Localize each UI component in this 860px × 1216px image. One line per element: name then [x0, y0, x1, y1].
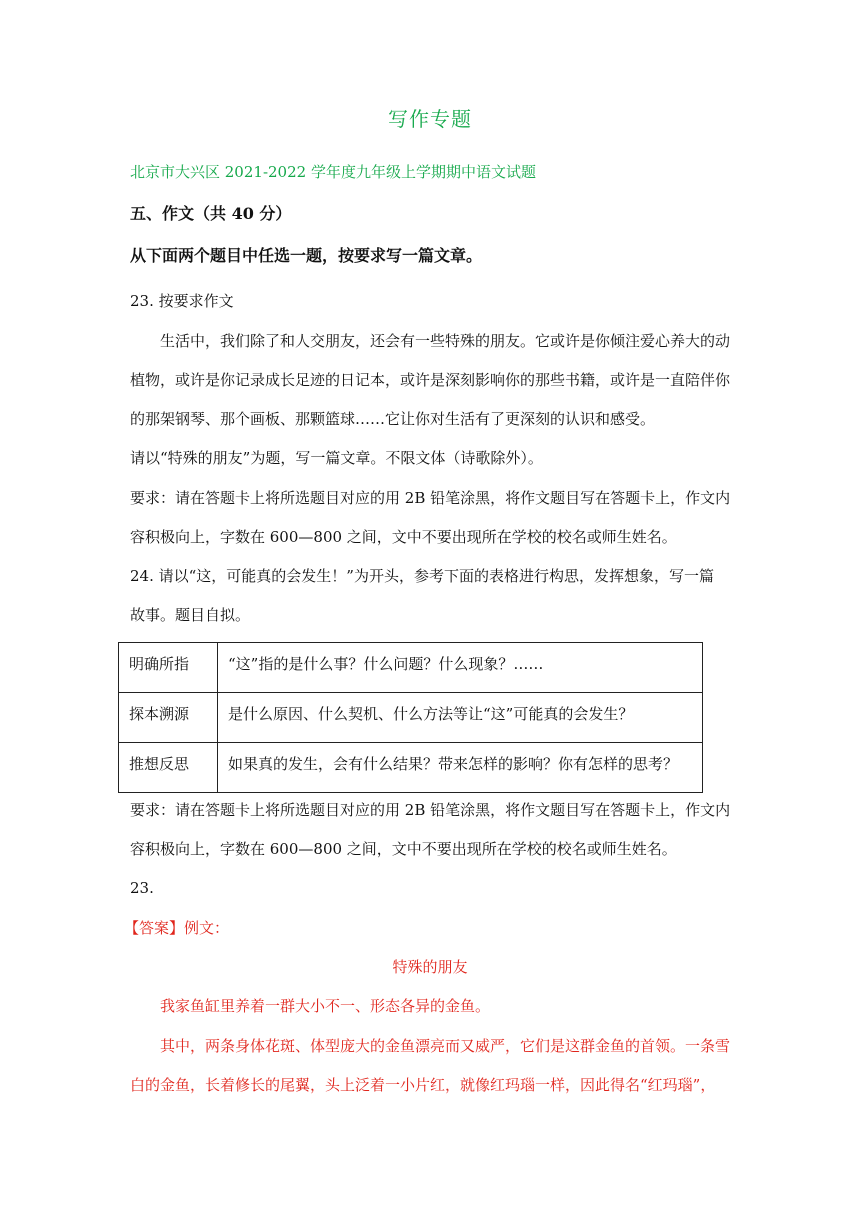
essay-line: 其中，两条身体花斑、体型庞大的金鱼漂亮而又威严，它们是这群金鱼的首领。一条雪: [160, 1037, 731, 1055]
table-row-text: 是什么原因、什么契机、什么方法等让“这”可能真的会发生？: [218, 693, 703, 743]
q24-requirement-line: 容积极向上，字数在 600—800 之间，文中不要出现所在学校的校名或师生姓名。: [130, 840, 677, 858]
q23-requirement-line: 容积极向上，字数在 600—800 之间，文中不要出现所在学校的校名或师生姓名。: [130, 528, 677, 546]
q23-paragraph-line: 植物，或许是你记录成长足迹的日记本，或许是深刻影响你的那些书籍，或许是一直陪伴你: [130, 371, 731, 389]
q23-requirement-line: 要求：请在答题卡上将所选题目对应的用 2B 铅笔涂黑，将作文题目写在答题卡上，作文内: [130, 489, 731, 507]
q24-requirement-line: 要求：请在答题卡上将所选题目对应的用 2B 铅笔涂黑，将作文题目写在答题卡上，作文内: [130, 801, 731, 819]
table-row: [119, 743, 703, 793]
q24-line: 24. 请以“这，可能真的会发生！”为开头，参考下面的表格进行构思，发挥想象，写一篇: [130, 567, 714, 585]
section-heading: 五、作文（共 40 分）: [130, 204, 292, 223]
table-row-label: 探本溯源: [119, 693, 218, 743]
instruction-line: 从下面两个题目中任选一题，按要求写一篇文章。: [130, 246, 483, 265]
table-row-text: “这”指的是什么事？什么问题？什么现象？……: [218, 643, 703, 693]
essay-title: 特殊的朋友: [392, 958, 468, 976]
table-row-text: 如果真的发生，会有什么结果？带来怎样的影响？你有怎样的思考？: [218, 743, 703, 793]
q23-task: 请以“特殊的朋友”为题，写一篇文章。不限文体（诗歌除外）。: [130, 449, 543, 467]
q24-line: 故事。题目自拟。: [130, 606, 251, 624]
essay-line: 白的金鱼，长着修长的尾翼，头上泛着一小片红，就像红玛瑙一样，因此得名“红玛瑙”，: [130, 1076, 716, 1094]
q24-prompt-table: [118, 642, 703, 793]
table-row: [119, 693, 703, 743]
table-row: [119, 643, 703, 693]
source-line: 北京市大兴区 2021-2022 学年度九年级上学期期中语文试题: [130, 163, 536, 181]
table-row-label: 推想反思: [119, 743, 218, 793]
table-row-label: 明确所指: [119, 643, 218, 693]
answer-label: 【答案】例文：: [124, 919, 230, 937]
q23-paragraph-line: 生活中，我们除了和人交朋友，还会有一些特殊的朋友。它或许是你倾注爱心养大的动: [160, 332, 731, 350]
page-title: 写作专题: [388, 107, 472, 131]
q23-paragraph-line: 的那架钢琴、那个画板、那颗篮球……它让你对生活有了更深刻的认识和感受。: [130, 410, 656, 428]
essay-line: 我家鱼缸里养着一群大小不一、形态各异的金鱼。: [160, 997, 491, 1015]
answer-number: 23.: [130, 879, 154, 897]
q23-label: 23. 按要求作文: [130, 292, 234, 310]
